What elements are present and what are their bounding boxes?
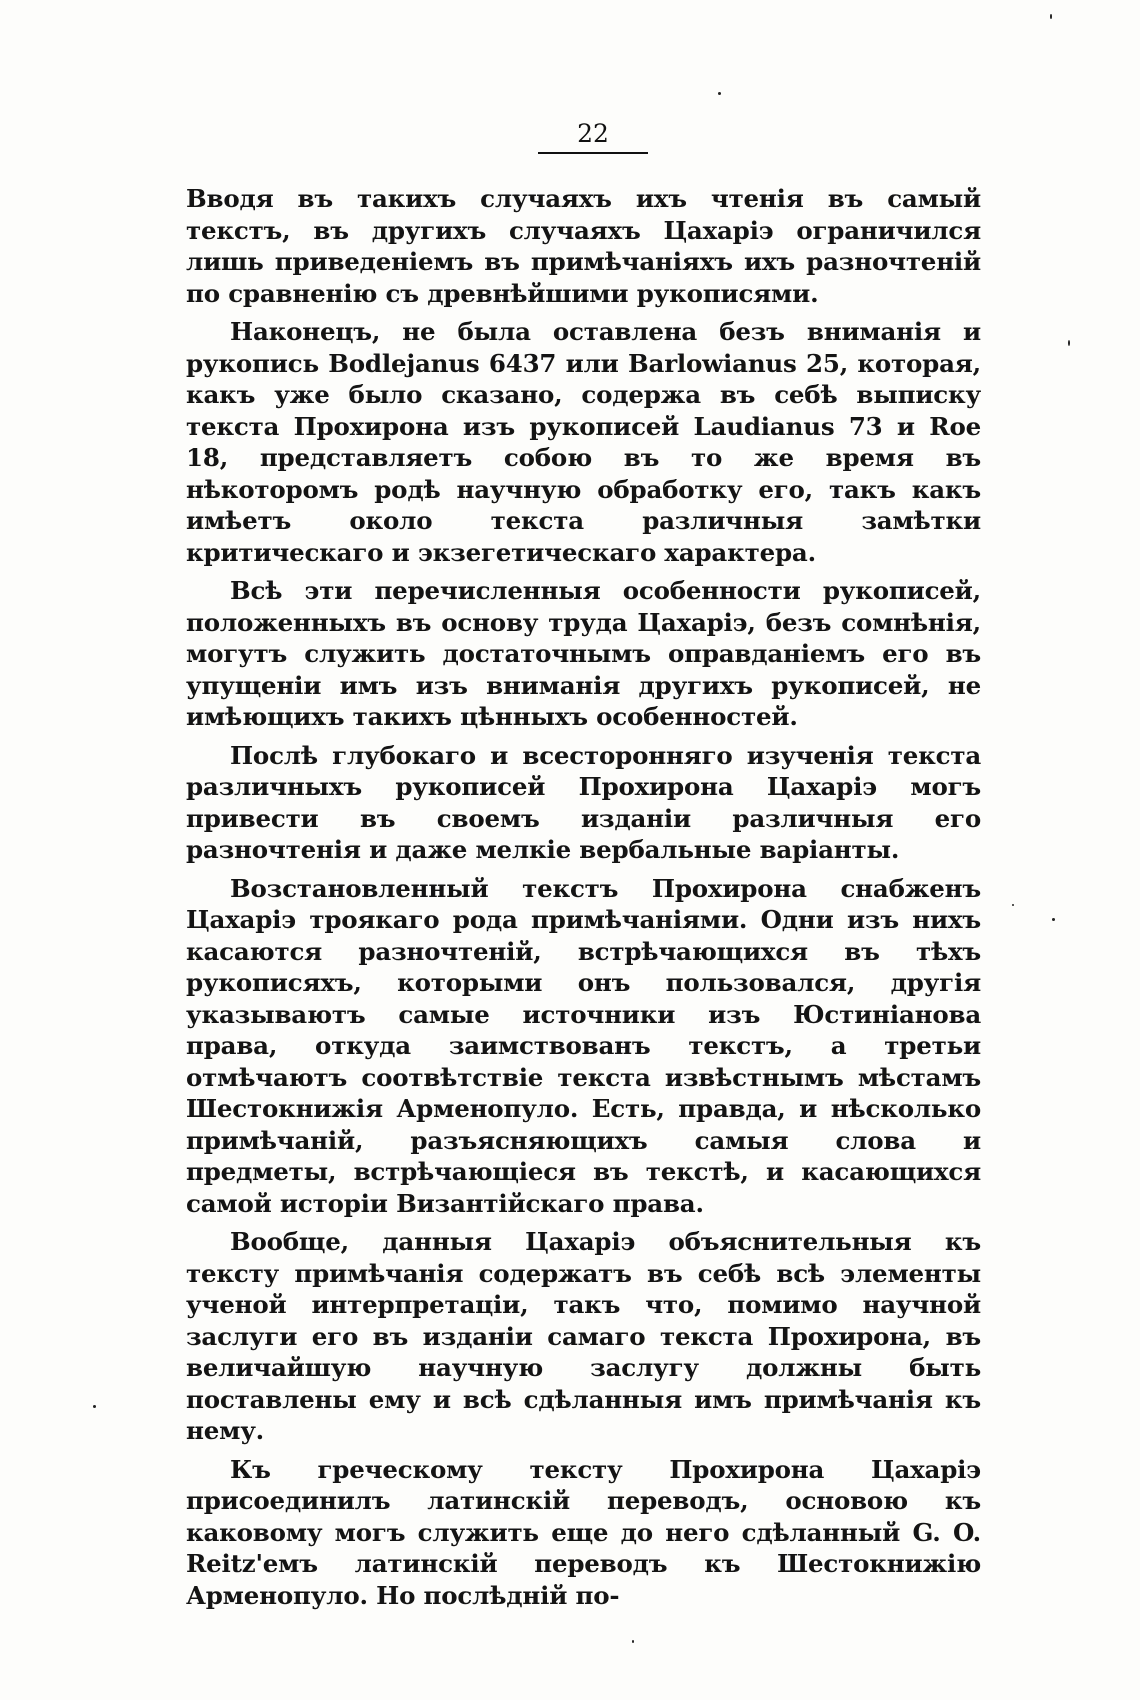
paragraph-4: Послѣ глубокаго и всесторонняго изученія текста различныхъ рукописей Прохирона Цахаріэ могъ привести въ своемъ изданіи различныя его разночтенія и даже мелкіе вербальные варіанты. [186,740,981,864]
scan-speck [1052,918,1055,921]
scan-speck [93,1405,96,1408]
text-body [186,183,981,1618]
scan-speck [1012,904,1014,906]
scan-speck [1050,14,1052,19]
paragraph-2: Наконецъ, не была оставлена безъ вниманія и рукопись Bodlejanus 6437 или Barlowianus 25, которая, какъ уже было сказано, содержа въ себѣ выписку текста Прохирона изъ рукописей Laudianus 73 и Roe 18, представляетъ собою въ то же время въ нѣкоторомъ родѣ научную обработку его, такъ какъ имѣетъ около текста различныя замѣтки критическаго и экзегетическаго характера. [186,317,981,567]
paragraph-5: Возстановленный текстъ Прохирона снабженъ Цахаріэ троякаго рода примѣчаніями. Одни изъ нихъ касаются разночтеній, встрѣчающихся въ тѣхъ рукописяхъ, которыми онъ пользовался, другія указываютъ самые источники изъ Юстиніанова права, откуда заимствованъ текстъ, а третьи отмѣчаютъ соотвѣтствіе текста извѣстнымъ мѣстамъ Шестокнижія Арменопуло. Есть, правда, и нѣсколько примѣчаній, разъясняющихъ самыя слова и предметы, встрѣчающіеся въ текстѣ, и касающихся самой исторіи Византійскаго права. [186,873,981,1218]
paragraph-7: Къ греческому тексту Прохирона Цахаріэ присоединилъ латинскій переводъ, основою къ каковому могъ служить еще до него сдѣланный G. O. Reitz'емъ латинскій переводъ къ Шестокнижію Арменопуло. Но послѣдній по- [186,1454,981,1610]
scan-speck [718,92,721,95]
paragraph-1: Вводя въ такихъ случаяхъ ихъ чтенія въ самый текстъ, въ другихъ случаяхъ Цахаріэ ограничился лишь приведеніемъ въ примѣчаніяхъ ихъ разночтеній по сравненію съ древнѣйшими рукописями. [186,184,981,308]
paragraph-3: Всѣ эти перечисленныя особенности рукописей, положенныхъ въ основу труда Цахаріэ, безъ сомнѣнія, могутъ служить достаточнымъ оправданіемъ его въ упущеніи имъ изъ вниманія другихъ рукописей, не имѣющихъ такихъ цѣнныхъ особенностей. [186,576,981,731]
page-number: 22 [538,120,648,154]
paragraph-6: Вообще, данныя Цахаріэ объяснительныя къ тексту примѣчанія содержатъ въ себѣ всѣ элементы ученой интерпретаціи, такъ что, помимо научной заслуги его въ изданіи самаго текста Прохирона, въ величайшую научную заслугу должны быть поставлены ему и всѣ сдѣланныя имъ примѣчанія къ нему. [186,1227,981,1445]
scan-speck [632,1640,634,1643]
scan-speck [1068,340,1070,346]
